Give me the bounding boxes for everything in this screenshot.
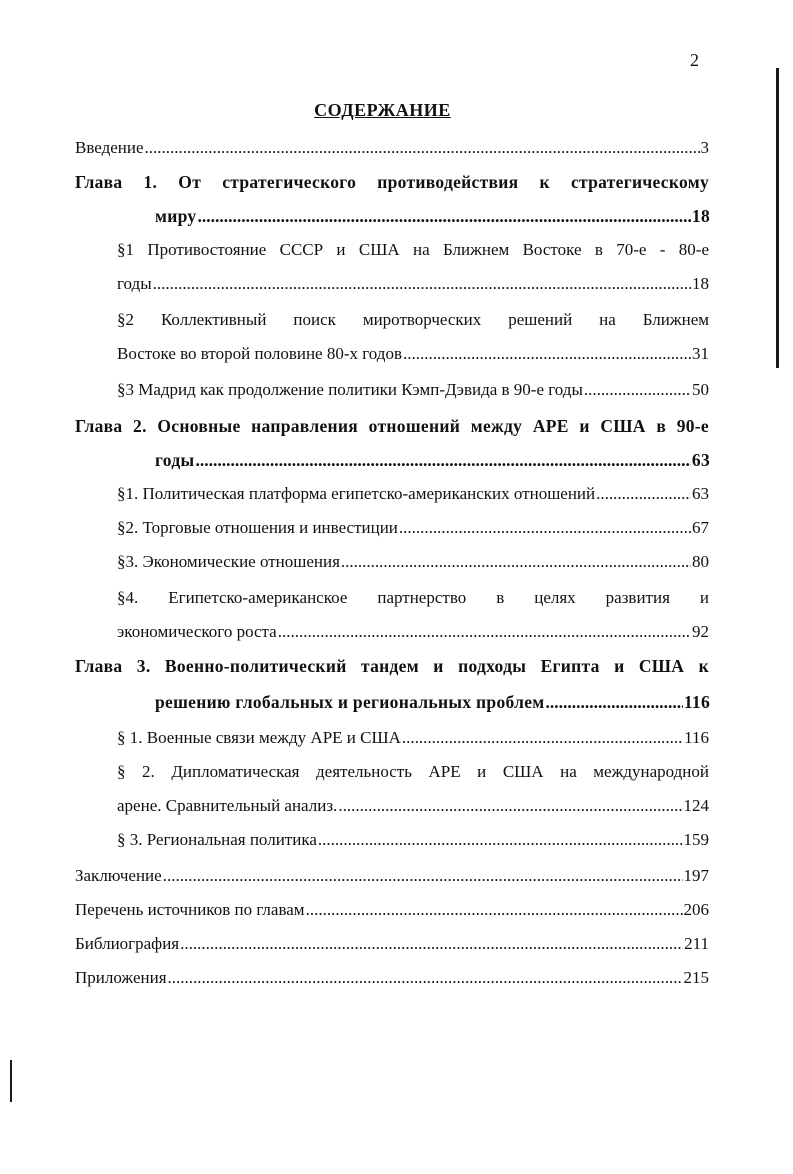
dot-leader [399,518,691,538]
toc-entry-introduction[interactable] [75,138,709,162]
toc-entry-page: 124 [683,796,709,815]
toc-entry-page: 215 [683,968,709,987]
dot-leader [278,622,691,642]
toc-section-1-2[interactable] [117,310,709,334]
toc-entry-title: Глава 3. Военно-политический тандем и подходы Египта и США к [75,656,709,676]
toc-entry-page: 159 [683,830,709,849]
dot-leader [546,692,683,713]
toc-entry-title: § 2. Дипломатическая деятельность АРЕ и США на международной [117,762,709,781]
toc-entry-title: решению глобальных и региональных проблем [155,692,545,712]
toc-entry-title: §2. Торговые отношения и инвестиции [117,518,398,537]
toc-section-2-2[interactable] [117,518,709,542]
toc-entry-title: §2 Коллективный поиск миротворческих решений на Ближнем [117,310,709,329]
toc-entry-title: экономического роста [117,622,277,641]
toc-section-3-2-cont[interactable] [117,796,709,820]
toc-entry-page: 116 [683,692,710,712]
toc-entry-conclusion[interactable] [75,866,709,890]
toc-entry-page: 67 [692,518,709,537]
toc-entry-title: §1. Политическая платформа египетско-американских отношений [117,484,596,503]
toc-section-1-1[interactable] [117,240,709,264]
dot-leader [318,830,683,850]
toc-entry-page: 80 [692,552,709,571]
toc-entry-title: §1 Противостояние СССР и США на Ближнем Востоке в 70-е - 80-е [117,240,709,259]
toc-section-2-4-cont[interactable] [117,622,709,646]
toc-section-2-1[interactable] [117,484,709,508]
toc-section-3-1[interactable] [117,728,709,752]
toc-entry-page: 116 [684,728,709,747]
toc-section-3-2[interactable] [117,762,709,786]
dot-leader [197,206,690,227]
toc-entry-title: §3. Экономические отношения [117,552,340,571]
dot-leader [195,450,690,471]
dot-leader [153,274,691,294]
toc-entry-page: 211 [684,934,709,953]
toc-entry-title: Библиография [75,934,180,953]
toc-entry-appendix[interactable] [75,968,709,992]
dot-leader [163,866,683,886]
toc-section-1-2-cont[interactable] [117,344,709,368]
toc-entry-title: § 3. Региональная политика [117,830,317,849]
toc-chapter-1-heading-cont[interactable] [155,206,710,230]
toc-section-3-3[interactable] [117,830,709,854]
toc-entry-title: §4. Египетско-американское партнерство в целях развития и [117,588,709,607]
toc-chapter-2-heading-cont[interactable] [155,450,710,474]
dot-leader [306,900,683,920]
dot-leader [584,380,691,400]
scan-edge-mark [776,68,779,368]
toc-entry-page: 18 [692,274,709,293]
dot-leader [596,484,691,504]
toc-entry-title: годы [155,450,195,470]
toc-entry-title: годы [117,274,152,293]
toc-chapter-3-heading-cont[interactable] [155,692,710,716]
toc-section-1-1-cont[interactable] [117,274,709,298]
toc-entry-bibliography[interactable] [75,934,709,958]
toc-entry-title: Глава 2. Основные направления отношений между АРЕ и США в 90-е [75,416,709,436]
toc-entry-title: Приложения [75,968,167,987]
toc-section-1-3[interactable] [117,380,709,404]
toc-entry-page: 3 [700,138,709,157]
toc-entry-page: 63 [691,450,710,470]
toc-entry-page: 18 [691,206,710,226]
toc-entry-title: Востоке во второй половине 80-х годов [117,344,402,363]
toc-entry-page: 50 [692,380,709,399]
dot-leader [180,934,683,954]
toc-entry-title: арене. Сравнительный анализ. [117,796,338,815]
toc-entry-page: 31 [692,344,709,363]
toc-entry-title: Глава 1. От стратегического противодействия к стратегическому [75,172,709,192]
toc-entry-title: § 1. Военные связи между АРЕ и США [117,728,401,747]
toc-entry-title: Перечень источников по главам [75,900,305,919]
toc-entry-title: Введение [75,138,144,157]
scan-edge-mark [10,1060,12,1102]
toc-entry-page: 63 [692,484,709,503]
toc-section-2-4[interactable] [117,588,709,612]
toc-entry-page: 206 [683,900,709,919]
toc-chapter-1-heading[interactable] [75,172,709,196]
page-number: 2 [690,50,699,70]
toc-entry-page: 92 [692,622,709,641]
page-title: СОДЕРЖАНИЕ [314,100,451,120]
dot-leader [338,796,682,816]
dot-leader [168,968,683,988]
toc-entry-title: Заключение [75,866,162,885]
toc-entry-title: миру [155,206,197,226]
toc-entry-title: §3 Мадрид как продолжение политики Кэмп-Дэвида в 90-е годы [117,380,583,399]
toc-entry-sources[interactable] [75,900,709,924]
dot-leader [403,344,691,364]
toc-entry-page: 197 [683,866,709,885]
dot-leader [341,552,691,572]
toc-chapter-2-heading[interactable] [75,416,709,440]
toc-section-2-3[interactable] [117,552,709,576]
toc-chapter-3-heading[interactable] [75,656,709,680]
dot-leader [145,138,700,158]
dot-leader [402,728,683,748]
